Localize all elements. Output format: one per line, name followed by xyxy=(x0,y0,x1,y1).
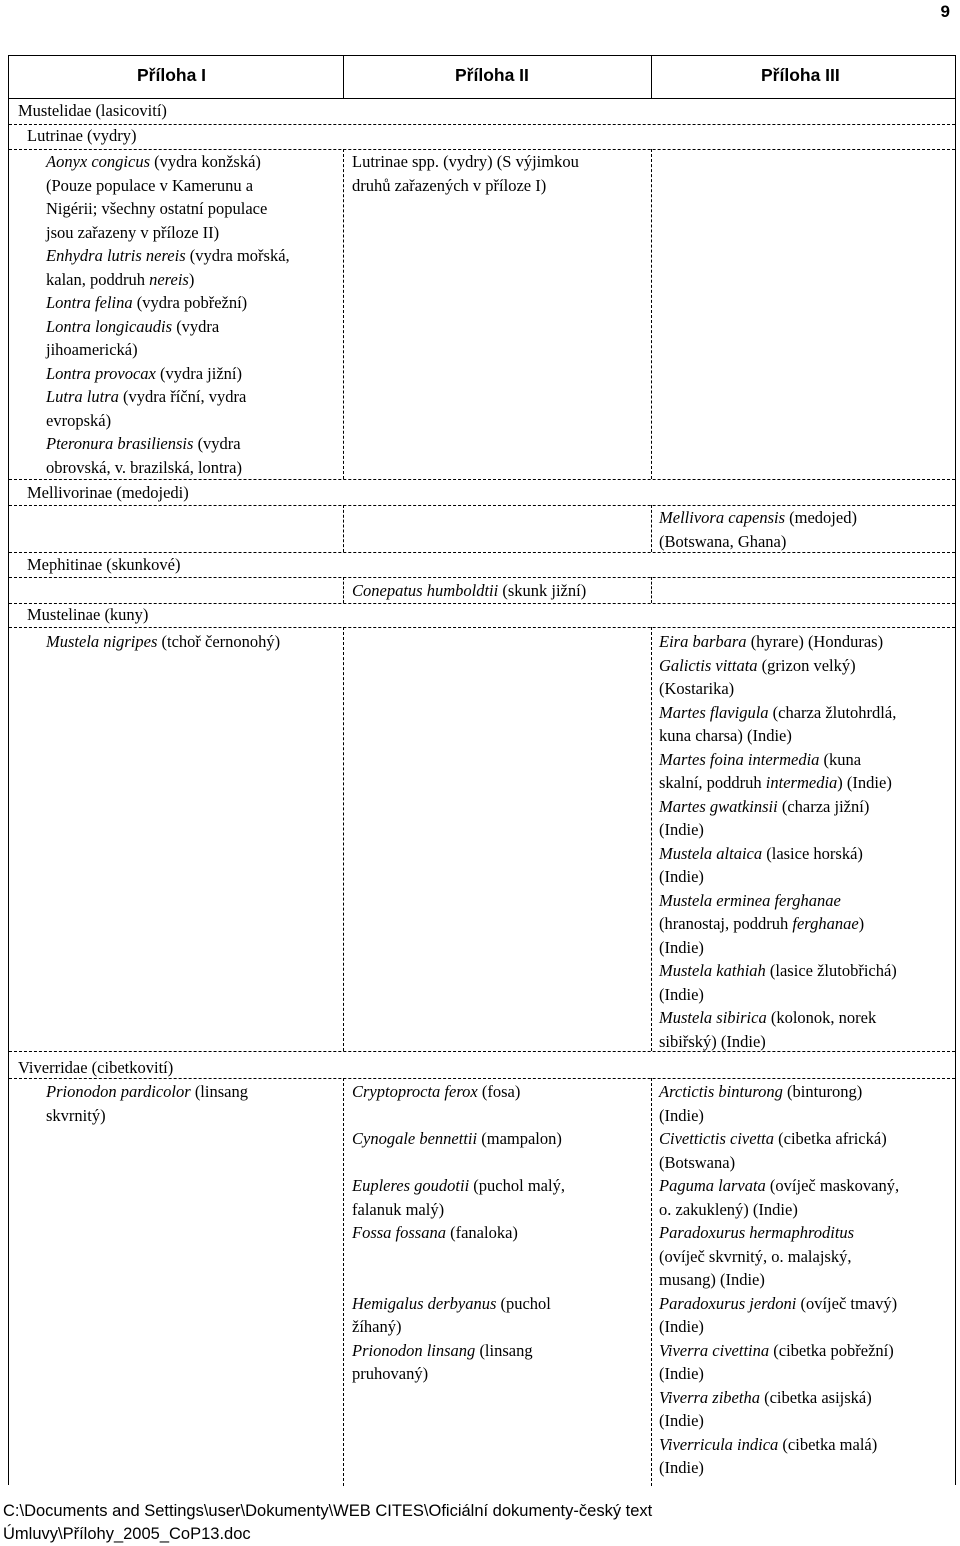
species-line: Mellivora capensis (medojed) xyxy=(659,508,857,527)
species-line: Prionodon linsang (linsang xyxy=(352,1340,533,1360)
scientific-name: Mustela nigripes xyxy=(46,632,158,651)
column-divider xyxy=(343,627,344,1051)
species-line: (Indie) xyxy=(659,867,704,886)
scientific-name: Cryptoprocta ferox xyxy=(352,1082,478,1101)
species-line xyxy=(352,1104,565,1128)
viverridae-appendix-2-list xyxy=(352,1080,565,1386)
scientific-name: Pteronura brasiliensis xyxy=(46,434,194,453)
species-line: Mustela sibirica (kolonok, norek xyxy=(659,1008,877,1027)
row-divider xyxy=(9,627,955,628)
species-line: (Indie) xyxy=(659,1458,704,1477)
species-line: pruhovaný) xyxy=(352,1364,429,1383)
scientific-name: Arctictis binturong xyxy=(659,1082,783,1101)
subfamily-mephitinae: Mephitinae (skunkové) xyxy=(27,555,181,574)
scientific-name: Eira barbara xyxy=(659,632,747,651)
species-line: Galictis vittata (grizon velký) xyxy=(659,655,856,675)
scientific-name: Lutra lutra xyxy=(46,387,119,406)
scientific-name: Lontra provocax xyxy=(46,363,156,383)
species-line: žíhaný) xyxy=(352,1317,402,1336)
column-divider xyxy=(651,1078,652,1486)
species-line: Conepatus humboldtii (skunk jižní) xyxy=(352,581,587,600)
species-line: skvrnitý) xyxy=(46,1105,106,1125)
species-line: Mustela altaica (lasice horská) xyxy=(659,843,863,863)
family-mustelidae: Mustelidae (lasicovití) xyxy=(18,101,167,120)
mellivorinae-appendix-3-list xyxy=(659,506,857,553)
species-line xyxy=(352,1151,565,1175)
scientific-name: nereis xyxy=(149,269,189,289)
species-line: Prionodon pardicolor (linsang xyxy=(46,1082,248,1101)
scientific-name: Martes gwatkinsii xyxy=(659,796,778,816)
scientific-name: Martes foina intermedia xyxy=(659,749,820,769)
column-divider xyxy=(651,577,652,603)
scientific-name: Mellivora capensis xyxy=(659,508,786,527)
lutrinae-appendix-2-list xyxy=(352,150,579,197)
scientific-name: Mustela kathiah xyxy=(659,961,766,980)
species-line: jihoamerická) xyxy=(46,340,138,359)
header-appendix-1: Příloha I xyxy=(137,65,207,85)
species-line: Mustela nigripes (tchoř černonohý) xyxy=(46,632,281,651)
page-number: 9 xyxy=(940,2,950,21)
viverridae-appendix-1-list xyxy=(46,1080,248,1127)
scientific-name: Paguma larvata xyxy=(659,1176,766,1195)
scientific-name: Martes flavigula xyxy=(659,702,769,722)
table-header xyxy=(9,56,955,99)
species-line xyxy=(659,1221,899,1245)
species-line xyxy=(659,889,897,913)
species-line: Viverricula indica (cibetka malá) xyxy=(659,1434,878,1454)
scientific-name: Prionodon linsang xyxy=(352,1340,476,1360)
species-line: Lutra lutra (vydra říční, vydra xyxy=(46,387,247,406)
subfamily-mustelinae: Mustelinae (kuny) xyxy=(27,605,149,624)
species-line: Lontra longicaudis (vydra xyxy=(46,316,220,336)
species-line: Aonyx congicus (vydra konžská) xyxy=(46,152,261,171)
species-line: Viverra zibetha (cibetka asijská) xyxy=(659,1387,872,1407)
species-line: Nigérii; všechny ostatní populace xyxy=(46,199,268,218)
species-line: Paguma larvata (ovíječ maskovaný, xyxy=(659,1176,900,1195)
mephitinae-appendix-2-list xyxy=(352,579,586,603)
footer-line: C:\Documents and Settings\user\Dokumenty\WEB CITES\Oficiální dokumenty-český text xyxy=(3,1502,653,1520)
species-line: Arctictis binturong (binturong) xyxy=(659,1082,863,1101)
species-line: Cynogale bennettii (mampalon) xyxy=(352,1129,562,1148)
list-item: druhů zařazených v příloze I) xyxy=(352,175,547,195)
scientific-name: Mustela altaica xyxy=(659,843,763,863)
species-line: (Pouze populace v Kamerunu a xyxy=(46,175,254,195)
scientific-name: Mustela sibirica xyxy=(659,1008,767,1027)
species-line: falanuk malý) xyxy=(352,1199,445,1219)
species-line: (Indie) xyxy=(659,1317,704,1336)
header-appendix-2: Příloha II xyxy=(455,65,529,85)
species-line: Paradoxurus jerdoni (ovíječ tmavý) xyxy=(659,1293,898,1313)
scientific-name: Civettictis civetta xyxy=(659,1129,775,1148)
species-line: (Indie) xyxy=(659,937,704,957)
species-line: Hemigalus derbyanus (puchol xyxy=(352,1293,551,1313)
species-line: (Indie) xyxy=(659,1105,704,1125)
mustelinae-appendix-1-list xyxy=(46,630,280,654)
scientific-name: Conepatus humboldtii xyxy=(352,581,499,600)
species-line: evropská) xyxy=(46,410,112,430)
column-divider xyxy=(651,505,652,552)
species-line: Martes flavigula (charza žlutohrdlá, xyxy=(659,702,897,722)
species-line: Eira barbara (hyrare) (Honduras) xyxy=(659,632,884,651)
column-divider xyxy=(343,505,344,552)
scientific-name: Viverra civettina xyxy=(659,1340,770,1360)
row-divider xyxy=(9,479,955,480)
scientific-name: ferghanae xyxy=(792,914,859,933)
species-line: (ovíječ skvrnitý, o. malajský, xyxy=(659,1246,852,1266)
species-line: Martes foina intermedia (kuna xyxy=(659,749,862,769)
species-line: sibiřský) (Indie) xyxy=(659,1031,766,1051)
viverridae-appendix-3-list xyxy=(659,1080,899,1480)
column-divider xyxy=(343,1078,344,1486)
species-line: (Botswana, Ghana) xyxy=(659,531,787,551)
scientific-name: Hemigalus derbyanus xyxy=(352,1293,497,1313)
species-line: Lontra felina (vydra pobřežní) xyxy=(46,293,248,312)
column-divider xyxy=(651,627,652,1051)
appendix-table xyxy=(8,55,956,1485)
species-line: Mustela kathiah (lasice žlutobřichá) xyxy=(659,961,897,980)
row-divider xyxy=(9,603,955,604)
species-line: Eupleres goudotii (puchol malý, xyxy=(352,1176,565,1195)
species-line: (Kostarika) xyxy=(659,679,735,698)
mustelinae-appendix-3-list xyxy=(659,630,897,1053)
species-line xyxy=(352,1268,565,1292)
list-item: Lutrinae spp. (vydry) (S výjimkou xyxy=(352,152,579,171)
scientific-name: Lontra longicaudis xyxy=(46,316,173,336)
scientific-name: Cynogale bennettii xyxy=(352,1129,478,1148)
scientific-name: Aonyx congicus xyxy=(46,152,151,171)
scientific-name: Lontra felina xyxy=(46,293,133,312)
header-appendix-3: Příloha III xyxy=(761,65,840,85)
header-divider xyxy=(343,56,344,98)
species-line: skalní, poddruh intermedia) (Indie) xyxy=(659,773,892,792)
species-line: musang) (Indie) xyxy=(659,1270,765,1289)
scientific-name: Prionodon pardicolor xyxy=(46,1082,191,1101)
scientific-name: Viverricula indica xyxy=(659,1434,779,1454)
species-line: Lontra provocax (vydra jižní) xyxy=(46,363,242,383)
species-line: (Indie) xyxy=(659,984,704,1004)
footer-line: Úmluvy\Přílohy_2005_CoP13.doc xyxy=(3,1525,251,1543)
scientific-name: Viverra zibetha xyxy=(659,1387,760,1407)
scientific-name: Fossa fossana xyxy=(352,1223,446,1242)
scientific-name: Paradoxurus jerdoni xyxy=(659,1293,797,1313)
scientific-name: intermedia xyxy=(765,773,838,792)
species-line: Martes gwatkinsii (charza jižní) xyxy=(659,796,870,816)
column-divider xyxy=(343,149,344,479)
row-divider xyxy=(9,124,955,125)
header-divider xyxy=(651,56,652,98)
species-line: (Indie) xyxy=(659,1364,704,1383)
subfamily-lutrinae: Lutrinae (vydry) xyxy=(27,126,137,145)
family-viverridae: Viverridae (cibetkovití) xyxy=(18,1058,174,1077)
species-line xyxy=(352,1245,565,1269)
species-line: jsou zařazeny v příloze II) xyxy=(46,222,220,242)
lutrinae-appendix-1-list xyxy=(46,150,290,479)
species-line: kuna charsa) (Indie) xyxy=(659,726,792,745)
scientific-name: Eupleres goudotii xyxy=(352,1176,470,1195)
scientific-name: Enhydra lutris nereis xyxy=(46,246,186,265)
species-line: Viverra civettina (cibetka pobřežní) xyxy=(659,1340,894,1360)
subfamily-mellivorinae: Mellivorinae (medojedi) xyxy=(27,483,189,502)
scientific-name: Paradoxurus hermaphroditus xyxy=(659,1223,855,1242)
species-line: kalan, poddruh nereis) xyxy=(46,269,195,289)
species-line: (hranostaj, poddruh ferghanae) xyxy=(659,914,865,933)
species-line: Enhydra lutris nereis (vydra mořská, xyxy=(46,246,290,265)
row-divider xyxy=(9,577,955,578)
column-divider xyxy=(651,149,652,479)
species-line: (Indie) xyxy=(659,1411,704,1430)
species-line: Fossa fossana (fanaloka) xyxy=(352,1223,518,1242)
species-line: obrovská, v. brazilská, lontra) xyxy=(46,457,242,477)
column-divider xyxy=(343,577,344,603)
species-line: Pteronura brasiliensis (vydra xyxy=(46,434,241,453)
document-path-footer xyxy=(3,1500,652,1546)
species-line: (Botswana) xyxy=(659,1152,736,1172)
species-line: Civettictis civetta (cibetka africká) xyxy=(659,1129,887,1148)
scientific-name: Galictis vittata xyxy=(659,655,758,675)
species-line: Cryptoprocta ferox (fosa) xyxy=(352,1082,521,1101)
scientific-name: Mustela erminea ferghanae xyxy=(659,890,841,910)
species-line: (Indie) xyxy=(659,820,704,839)
species-line: o. zakuklený) (Indie) xyxy=(659,1199,798,1219)
